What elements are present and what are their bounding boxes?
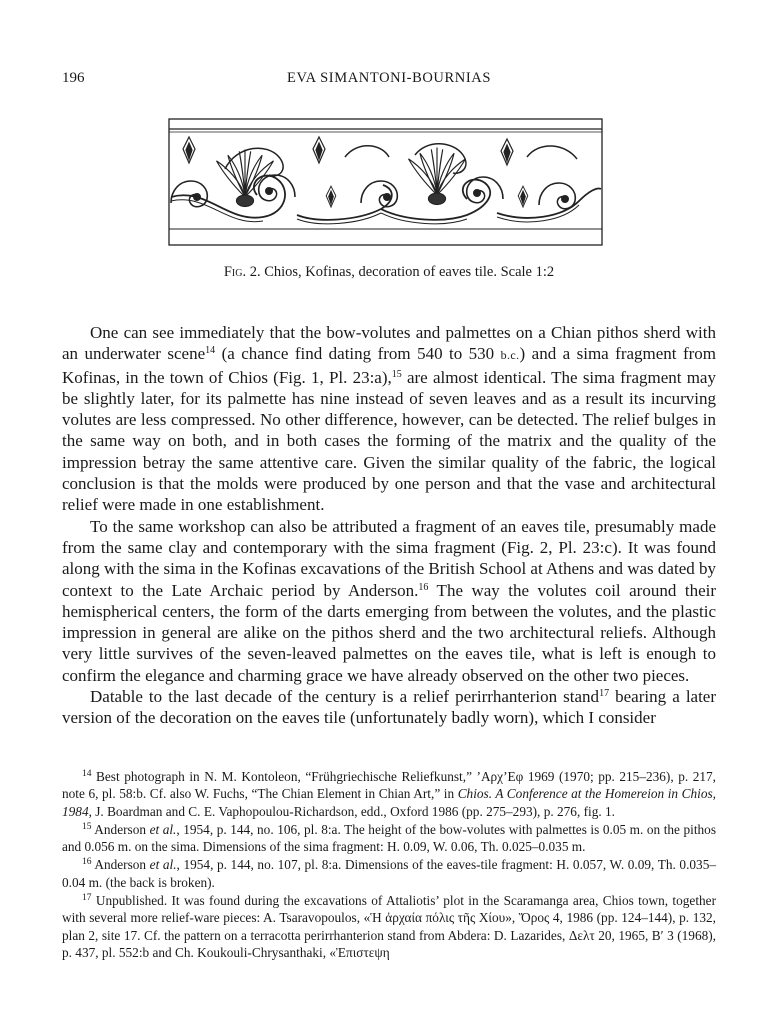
- footnote-ref-15: 15: [391, 368, 402, 380]
- paragraph-text: To the same workshop can also be attributed a fragment of an eaves tile, presumably made from the same clay and contemporary with the sima fragment (Fig. 2, Pl. 23:c). It was found along with the sima in the Kofinas excavations of the British School at Athens and was dated by context to the Late Archaic period by Anderson.: [62, 516, 716, 600]
- footnote-number: 17: [82, 893, 92, 904]
- footnote-text: Anderson: [91, 821, 150, 837]
- caption-label: Fig.: [223, 264, 247, 280]
- paragraph-text: are almost identical. The sima fragment may be slightly later, for its palmette has nine instead of seven leaves and as a result its incurving volutes are less compressed. No other difference, however, can be detected. The relief bulges in the same way on both, and in both cases the forming of the matrix and the quality of the impression betray the same attentive care. Given the similar quality of the fabric, the logical conclusion is that the molds were produced by one person and that the vase and architectural relief were made in one establishment.: [62, 367, 716, 515]
- footnote-number: 14: [82, 769, 92, 779]
- page-header: [62, 70, 716, 90]
- footnote-text: Anderson: [91, 857, 150, 873]
- footnote-italic: Chios. A Conference at the Homereion in Chios, 1984: [62, 786, 716, 819]
- footnote-ref-17: 17: [599, 688, 610, 700]
- footnote-text: , 1954, p. 144, no. 107, pl. 8:a. Dimensions of the eaves-tile fragment: H. 0.057, W. 0.09, Th. 0.035–0.04 m. (the back is broken).: [62, 857, 716, 890]
- footnote-ref-14: 14: [205, 345, 216, 357]
- paragraph-text: bearing a later version of the decoration on the eaves tile (unfortunately badly worn), which I consider: [62, 687, 717, 728]
- footnote-italic: et al.: [149, 857, 177, 873]
- footnote-text: Unpublished. It was found during the excavations of Attaliotis’ plot in the Scaramanga area, Chios town, together with several more relief-ware pieces: A. Tsaravopoulos, «Ἡ ἀρχαία πόλις τῆς Χίου», Ὅρος 4, 1986 (pp. 124–144), p. 132, plan 2, site 17. Cf. the pattern on a terracotta perirrhanterion stand from Abdera: D. Lazarides, Δελτ 20, 1965, Β′ 3 (1968), p. 437, pl. 552:b and Ch. Koukouli-Chrysanthaki, «Ἐπιστεψη: [62, 893, 716, 960]
- footnote-number: 15: [82, 821, 92, 832]
- era-abbreviation: b.c.: [500, 348, 520, 363]
- paragraph-2: [62, 516, 716, 686]
- footnote-text: Best photograph in N. M. Kontoleon, “Frühgriechische Reliefkunst,” ’Αρχ’Εφ 1969 (1970; pp. 215–236), p. 217, note 6, pl. 58:b. Cf. also W. Fuchs, “The Chian Element in Chian Art,” in: [62, 769, 716, 802]
- palmette-volute-ornament: [167, 117, 604, 247]
- paragraph-text: The way the volutes coil around their hemispherical centers, the form of the darts emerging from between the volutes, and the plastic impression in general are alike on the pithos sherd and the two architectural reliefs. Although very little survives of the seven-leaved palmettes on the eaves tile, what is left is enough to confirm the elegance and charming grace we have already observed on the other two pieces.: [62, 580, 716, 685]
- figure-caption: [62, 264, 716, 281]
- caption-text: 2. Chios, Kofinas, decoration of eaves tile. Scale 1:2: [246, 264, 555, 280]
- footnote-16: [62, 856, 716, 891]
- paragraph-1: [62, 322, 716, 516]
- page-number: 196: [62, 70, 85, 86]
- paragraph-text: ) and a sima fragment from Kofinas, in the town of Chios (Fig. 1, Pl. 23:a),: [62, 344, 716, 387]
- footnote-ref-16: 16: [418, 581, 429, 593]
- footnote-15: [62, 821, 716, 856]
- footnote-text: , 1954, p. 144, no. 106, pl. 8:a. The height of the bow-volutes with palmettes is 0.05 m. on the pithos and 0.056 m. on the sima. Dimensions of the sima fragment: H. 0.09, W. 0.06, Th. 0.025–0.035 m.: [62, 821, 716, 855]
- paragraph-text: (a chance find dating from 540 to 530: [215, 344, 501, 364]
- footnote-number: 16: [82, 857, 92, 868]
- figure-eaves-tile-drawing: [167, 117, 604, 247]
- footnote-14: [62, 768, 716, 820]
- paragraph-3: [62, 686, 716, 729]
- paragraph-text: Datable to the last decade of the century is a relief perirrhanterion stand: [90, 687, 600, 707]
- footnote-italic: et al.: [149, 821, 177, 837]
- footnote-text: , J. Boardman and C. E. Vaphopoulou-Richardson, edd., Oxford 1986 (pp. 275–293), p. 276, fig. 1.: [88, 803, 615, 819]
- body-text: [62, 322, 716, 729]
- running-head: EVA SIMANTONI-BOURNIAS: [286, 70, 491, 86]
- footnotes: [62, 768, 716, 961]
- footnote-17: [62, 892, 716, 961]
- paragraph-text: One can see immediately that the bow-volutes and palmettes on a Chian pithos sherd with an underwater scene: [62, 323, 716, 364]
